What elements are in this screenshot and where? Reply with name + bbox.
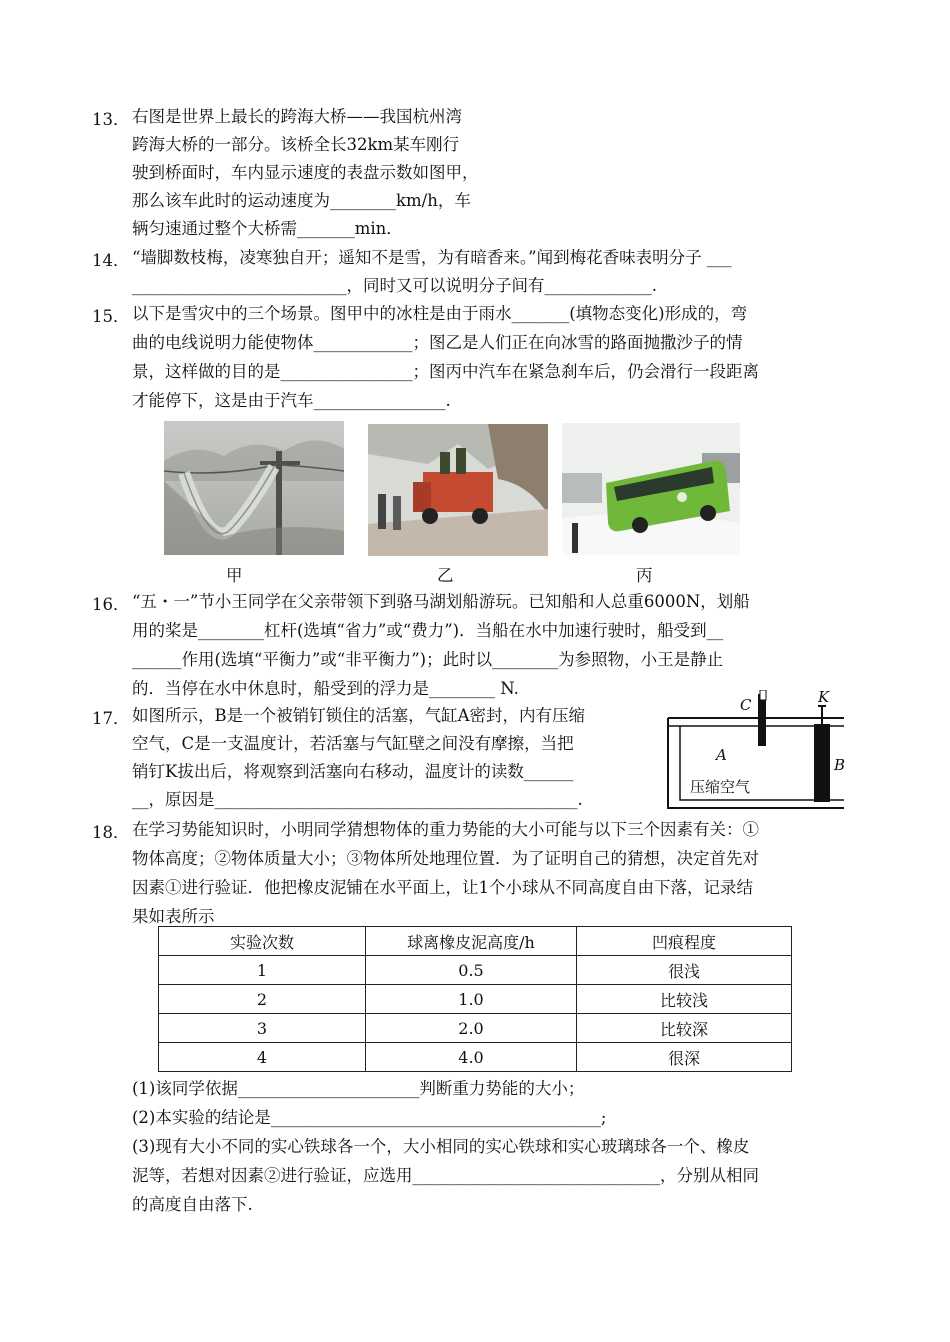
text-line: 在学习势能知识时，小明同学猜想物体的重力势能的大小可能与以下三个因素有关：① [132, 820, 759, 839]
table-cell: 1 [159, 956, 366, 985]
table-row [159, 1014, 792, 1043]
bus-snow-photo [562, 423, 740, 555]
text-line: 以下是雪灾中的三个场景。图甲中的冰柱是由于雨水_______(填物态变化)形成的，弯 [132, 304, 748, 323]
table-header-row [159, 927, 792, 956]
table-cell: 4.0 [366, 1043, 577, 1072]
table-cell: 1.0 [366, 985, 577, 1014]
text-line: 的．当停在水中休息时，船受到的浮力是________ N. [132, 679, 519, 698]
label-a: A [716, 746, 727, 764]
question-number: 15． [92, 307, 130, 326]
text-line: 果如表所示 [132, 907, 215, 926]
text-line: 才能停下，这是由于汽车________________. [132, 391, 451, 410]
text-line: 跨海大桥的一部分。该桥全长32km某车刚行 [132, 135, 460, 154]
text-line: 因素①进行验证．他把橡皮泥铺在水平面上，让1个小球从不同高度自由下落，记录结 [132, 878, 753, 897]
subquestion-3-end: 的高度自由落下. [132, 1195, 253, 1214]
table-cell: 0.5 [366, 956, 577, 985]
question-number: 17． [92, 709, 130, 728]
caption-yi: 乙 [437, 566, 454, 585]
table-row [159, 985, 792, 1014]
question-number: 13． [92, 110, 130, 129]
table-cell: 4 [159, 1043, 366, 1072]
subquestion-3: (3)现有大小不同的实心铁球各一个，大小相同的实心铁球和实心玻璃球各一个、橡皮 [132, 1137, 750, 1156]
label-c: C [740, 696, 752, 714]
text-line: __，原因是____________________________________________. [132, 790, 583, 809]
icicle-wire-photo [164, 421, 344, 555]
table-cell: 很深 [577, 1043, 792, 1072]
table-cell: 3 [159, 1014, 366, 1043]
text-line: 用的桨是________杠杆(选填“省力”或“费力”)．当船在水中加速行驶时，船受到__ [132, 621, 724, 640]
label-k: K [818, 688, 830, 706]
table-row [159, 956, 792, 985]
question-number: 18． [92, 823, 130, 842]
table-header: 实验次数 [159, 927, 366, 956]
truck-snow-road-photo [368, 424, 548, 556]
text-line: 辆匀速通过整个大桥需_______min． [132, 219, 403, 238]
question-number: 14． [92, 251, 130, 270]
label-compressed-air: 压缩空气 [690, 778, 751, 796]
text-line: “五・一”节小王同学在父亲带领下到骆马湖划船游玩。已知船和人总重6000N，划船 [132, 592, 750, 611]
text-line: 物体高度；②物体质量大小；③物体所处地理位置．为了证明自己的猜想，决定首先对 [132, 849, 759, 868]
subquestion-1: (1)该同学依据______________________判断重力势能的大小； [132, 1079, 585, 1098]
text-line: 驶到桥面时，车内显示速度的表盘示数如图甲， [132, 163, 479, 182]
text-line: “墙脚数枝梅，凌寒独自开；遥知不是雪，为有暗香来。”闻到梅花香味表明分子 ___ [132, 248, 732, 267]
text-line: 如图所示，B是一个被销钉锁住的活塞，气缸A密封，内有压缩 [132, 706, 586, 725]
question-number: 16． [92, 595, 130, 614]
table-cell: 很浅 [577, 956, 792, 985]
subquestion-3-cont: 泥等，若想对因素②进行验证，应选用______________________________，分别从相同 [132, 1166, 759, 1185]
table-cell: 比较浅 [577, 985, 792, 1014]
table-header: 凹痕程度 [577, 927, 792, 956]
text-line: 右图是世界上最长的跨海大桥——我国杭州湾 [132, 107, 462, 126]
text-line: ______作用(选填“平衡力”或“非平衡力”)；此时以________为参照物，小王是静止 [132, 650, 724, 669]
text-line: __________________________，同时又可以说明分子间有_____________. [132, 276, 657, 295]
text-line: 空气，C是一支温度计，若活塞与气缸壁之间没有摩擦，当把 [132, 734, 574, 753]
cylinder-diagram [664, 690, 850, 812]
text-line: 景，这样做的目的是________________；图丙中汽车在紧急刹车后，仍会滑行一段距离 [132, 362, 759, 381]
table-cell: 比较深 [577, 1014, 792, 1043]
caption-bing: 丙 [636, 566, 653, 585]
label-b: B [834, 756, 846, 774]
caption-jia: 甲 [226, 566, 243, 585]
text-line: 曲的电线说明力能使物体____________；图乙是人们正在向冰雪的路面抛撒沙子的情 [132, 333, 743, 352]
table-header: 球离橡皮泥高度/h [366, 927, 577, 956]
subquestion-2: (2)本实验的结论是________________________________________; [132, 1108, 607, 1127]
text-line: 销钉K拔出后，将观察到活塞向右移动，温度计的读数______ [132, 762, 574, 781]
table-cell: 2 [159, 985, 366, 1014]
text-line: 那么该车此时的运动速度为________km/h，车 [132, 191, 471, 210]
table-cell: 2.0 [366, 1014, 577, 1043]
table-row [159, 1043, 792, 1072]
experiment-table [158, 926, 792, 1072]
